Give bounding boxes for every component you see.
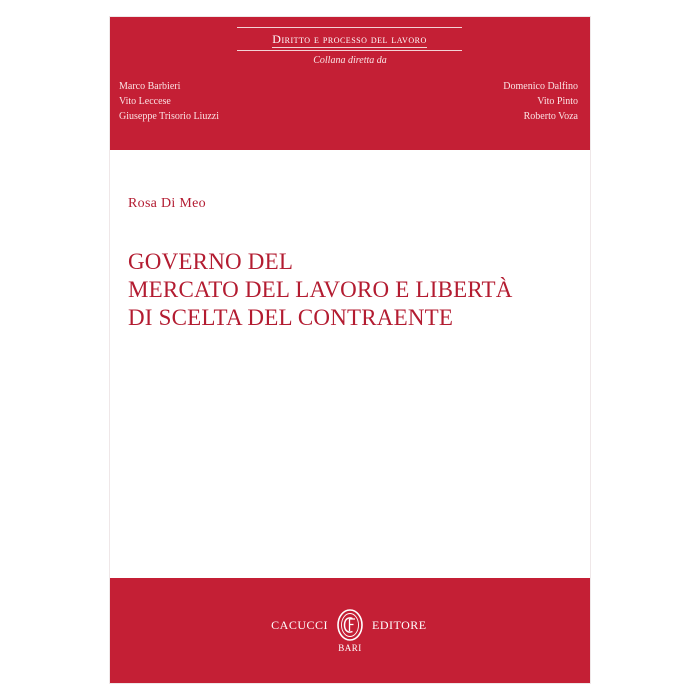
publisher-city: BARI (338, 643, 362, 653)
book-author: Rosa Di Meo (128, 196, 206, 211)
book-title-line: MERCATO DEL LAVORO E LIBERTÀ (128, 277, 513, 302)
top-red-band (110, 17, 590, 150)
series-title-box (237, 27, 462, 51)
book-cover (110, 17, 590, 683)
editor-name: Vito Leccese (119, 96, 171, 107)
series-directed-by: Collana diretta da (313, 55, 387, 66)
editors-right-list (378, 79, 578, 124)
book-title-line: GOVERNO DEL (128, 249, 294, 274)
editor-name: Domenico Dalfino (503, 81, 578, 92)
cacucci-editore-logo-icon (335, 607, 365, 643)
editor-name: Giuseppe Trisorio Liuzzi (119, 111, 219, 122)
series-title: Diritto e processo del lavoro (272, 32, 427, 46)
editor-name: Roberto Voza (523, 111, 578, 122)
editor-name: Vito Pinto (537, 96, 578, 107)
book-title (128, 248, 578, 332)
book-title-line: DI SCELTA DEL CONTRAENTE (128, 305, 454, 330)
editors-left-list (119, 79, 319, 124)
publisher-name-left: CACUCCI (271, 618, 328, 632)
publisher-name-right: EDITORE (372, 618, 427, 632)
editor-name: Marco Barbieri (119, 81, 181, 92)
publisher-imprint (110, 598, 590, 658)
